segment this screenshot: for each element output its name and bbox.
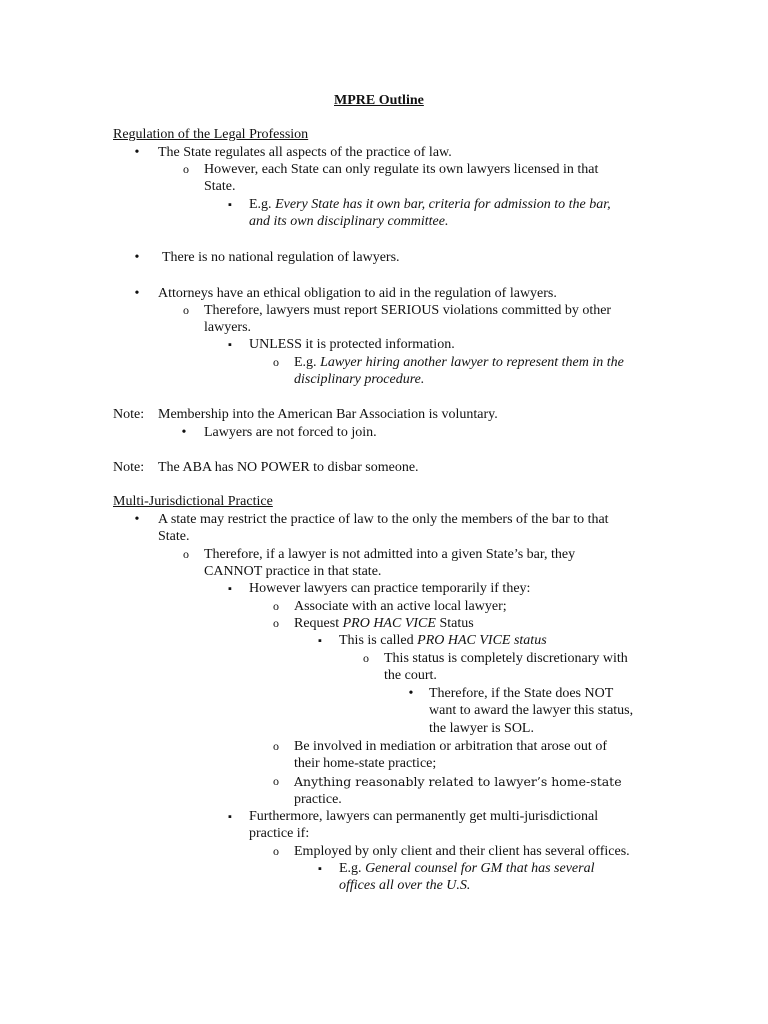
circle-bullet-icon [180,302,192,319]
bullet-icon [131,144,143,161]
outline-item: This is called PRO HAC VICE status [339,633,547,648]
outline-item-cont: the lawyer is SOL. [429,721,534,736]
outline-item: The State regulates all aspects of the practice of law. [158,145,452,160]
outline-item: Therefore, lawyers must report SERIOUS violations committed by other [204,303,612,318]
circle-bullet-icon [270,354,282,371]
outline-item: E.g. Lawyer hiring another lawyer to represent them in the [294,355,624,370]
bullet-icon [131,511,143,528]
outline-item-cont: lawyers. [204,320,252,335]
outline-item: E.g. General counsel for GM that has several [339,861,595,876]
square-bullet-icon [224,336,236,354]
outline-item: Anything reasonably related to lawyer’s home-state [294,774,622,789]
circle-bullet-icon [180,546,192,563]
bullet-icon [131,249,143,266]
outline-item: However lawyers can practice temporarily if they: [249,581,531,596]
outline-item-cont: State. [158,529,190,544]
circle-bullet-icon [270,773,282,790]
outline-item-cont: and its own disciplinary committee. [249,214,449,229]
outline-item-cont: the court. [384,668,437,683]
outline-item-cont: CANNOT practice in that state. [204,564,382,579]
outline-item-cont: want to award the lawyer this status, [429,703,634,718]
note-label: Note: [113,460,145,475]
outline-item: Associate with an active local lawyer; [294,599,507,614]
outline-item: There is no national regulation of lawyers. [162,250,400,265]
outline-item: Therefore, if a lawyer is not admitted into a given State’s bar, they [204,547,576,562]
bullet-icon [131,285,143,302]
outline-item-cont: disciplinary procedure. [294,372,425,387]
outline-item: However, each State can only regulate its own lawyers licensed in that [204,162,599,177]
square-bullet-icon [224,196,236,214]
bullet-icon [178,424,190,441]
circle-bullet-icon [360,650,372,667]
outline-item: Request PRO HAC VICE Status [294,616,474,631]
outline-item: Lawyers are not forced to join. [204,425,377,440]
outline-item: A state may restrict the practice of law to the only the members of the bar to that [158,512,609,527]
outline-item: Attorneys have an ethical obligation to aid in the regulation of lawyers. [158,286,557,301]
outline-item: Be involved in mediation or arbitration that arose out of [294,739,607,754]
outline-item-cont: practice if: [249,826,310,841]
outline-item: This status is completely discretionary with [384,651,628,666]
circle-bullet-icon [270,738,282,755]
outline-item: E.g. Every State has it own bar, criteria for admission to the bar, [249,197,611,212]
circle-bullet-icon [270,598,282,615]
outline-item-cont: State. [204,179,236,194]
outline-item: Furthermore, lawyers can permanently get multi-jurisdictional [249,809,599,824]
outline-item-cont: offices all over the U.S. [339,878,471,893]
circle-bullet-icon [180,161,192,178]
square-bullet-icon [314,632,326,650]
circle-bullet-icon [270,843,282,860]
outline-item: UNLESS it is protected information. [249,337,455,352]
bullet-icon [405,685,417,702]
circle-bullet-icon [270,615,282,632]
outline-item: Employed by only client and their client has several offices. [294,844,630,859]
page-title: MPRE Outline [334,93,424,108]
square-bullet-icon [224,580,236,598]
square-bullet-icon [314,860,326,878]
outline-item: Therefore, if the State does NOT [429,686,614,701]
square-bullet-icon [224,808,236,826]
outline-item-cont: practice. [294,792,342,807]
note-label: Note: [113,407,145,422]
outline-item-cont: their home-state practice; [294,756,437,771]
note-text: Membership into the American Bar Association is voluntary. [158,407,498,422]
note-text: The ABA has NO POWER to disbar someone. [158,460,419,475]
section-heading-multi-jurisdictional: Multi-Jurisdictional Practice [113,494,273,509]
section-heading-regulation: Regulation of the Legal Profession [113,127,309,142]
